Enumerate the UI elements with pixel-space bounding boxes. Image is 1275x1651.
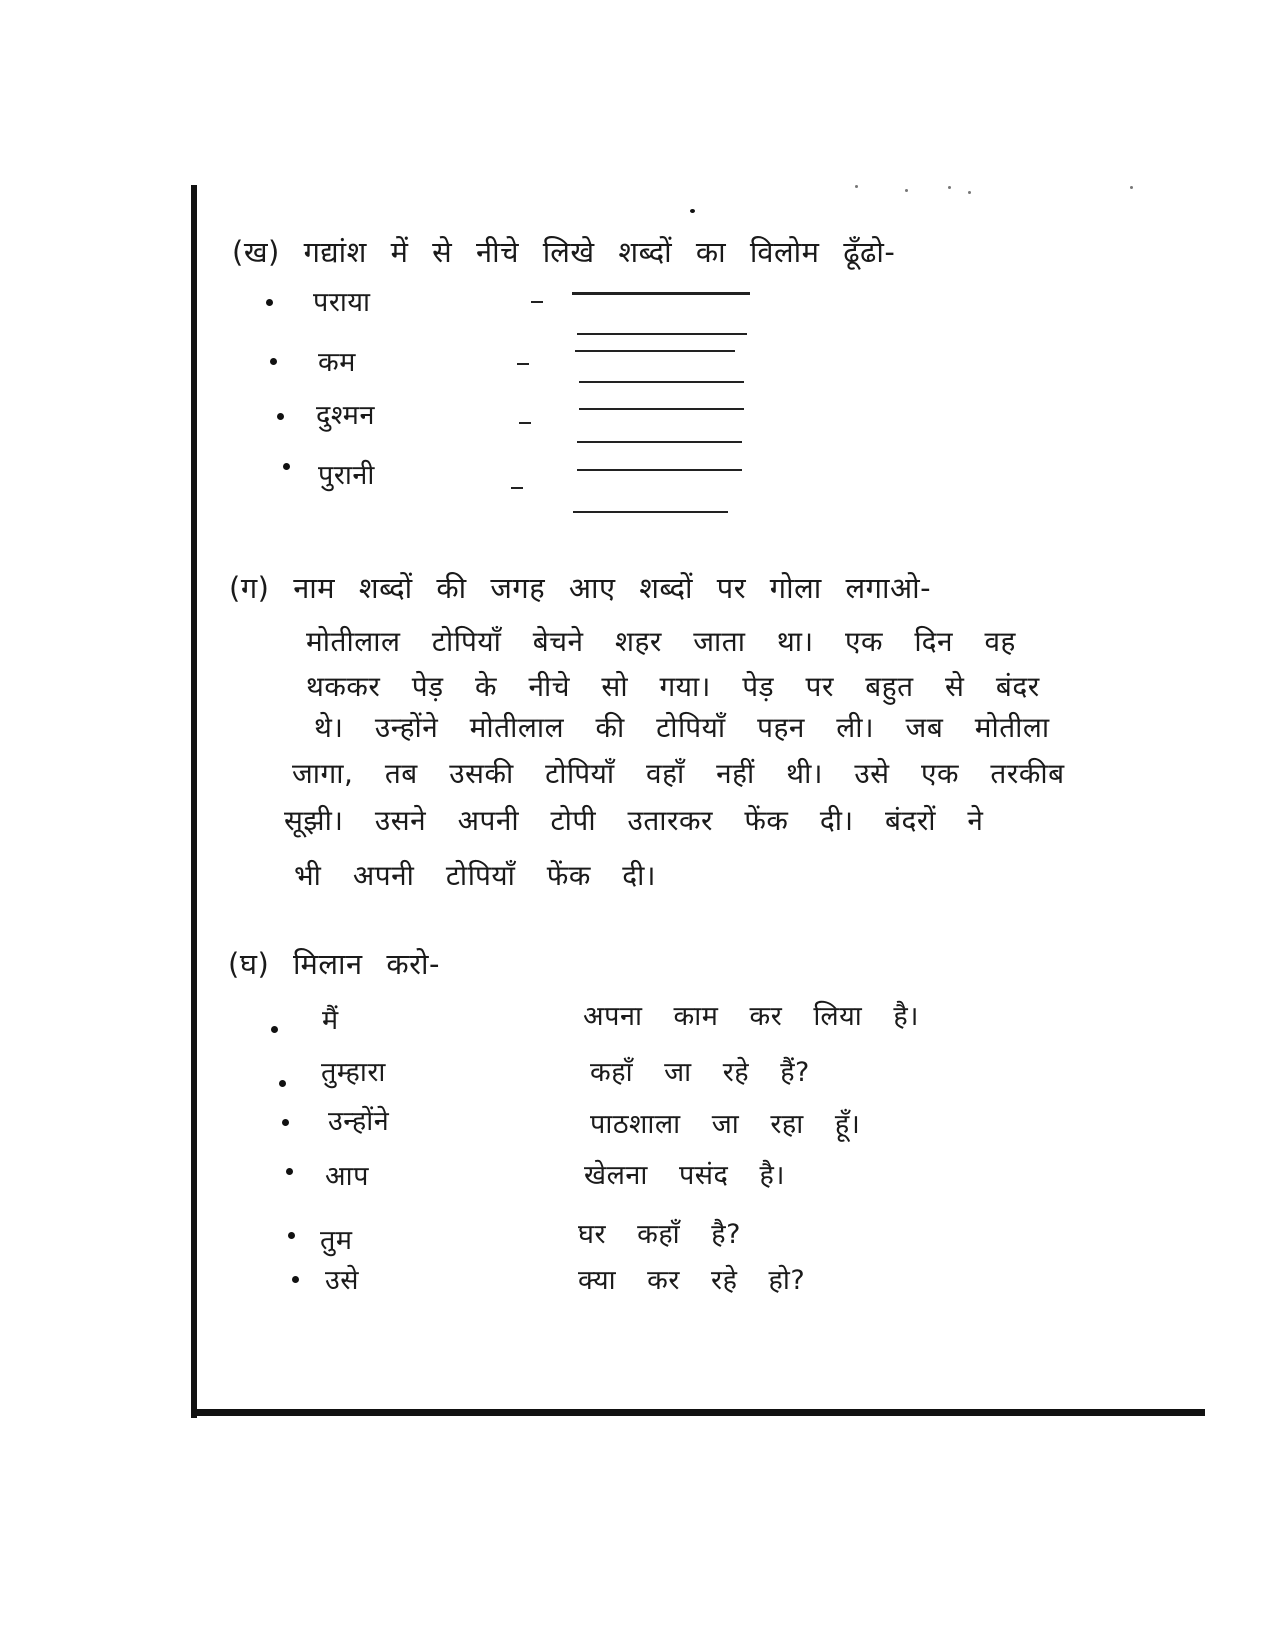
antonym-word-2: कम xyxy=(318,347,356,378)
match-left-4: आप xyxy=(325,1161,369,1192)
page-border-bottom xyxy=(191,1409,1205,1416)
section-kha-label: (ख) xyxy=(232,235,280,269)
match-left-1: मैं xyxy=(322,1005,339,1036)
section-ga-label: (ग) xyxy=(229,571,270,605)
section-gha-heading xyxy=(228,944,440,983)
match-left-3: उन्होंने xyxy=(328,1106,390,1137)
dash xyxy=(519,422,531,424)
page-border-left xyxy=(191,185,197,1418)
antonym-word-3: दुश्मन xyxy=(316,400,375,431)
dash xyxy=(511,487,523,489)
passage-line-2: थककर पेड़ के नीचे सो गया। पेड़ पर बहुत से बंदर xyxy=(306,670,1040,703)
scan-speck xyxy=(968,191,971,194)
bullet xyxy=(277,413,284,420)
match-right-6: क्या कर रहे हो? xyxy=(578,1265,806,1296)
bullet xyxy=(270,358,277,365)
passage-line-4: जागा, तब उसकी टोपियाँ वहाँ नहीं थी। उसे एक तरकीब xyxy=(292,757,1065,790)
scan-speck xyxy=(690,209,695,213)
section-ga-instruction: नाम शब्दों की जगह आए शब्दों पर गोला लगाओ- xyxy=(293,571,932,605)
match-left-2: तुम्हारा xyxy=(321,1057,386,1088)
answer-blank-4c xyxy=(573,511,728,513)
scan-speck xyxy=(1130,186,1133,189)
bullet xyxy=(266,299,273,306)
section-gha-label: (घ) xyxy=(228,947,270,981)
bullet xyxy=(288,1232,295,1239)
bullet xyxy=(292,1276,299,1283)
passage-line-6: भी अपनी टोपियाँ फेंक दी। xyxy=(294,859,656,892)
section-ga-heading xyxy=(229,568,931,607)
dash xyxy=(517,363,529,365)
passage-line-5: सूझी। उसने अपनी टोपी उतारकर फेंक दी। बंदरों ने xyxy=(284,804,984,837)
answer-blank-3b xyxy=(579,408,744,410)
scan-speck xyxy=(905,189,908,192)
match-right-5: घर कहाँ है? xyxy=(578,1219,741,1250)
antonym-word-1: पराया xyxy=(313,287,371,318)
bullet xyxy=(283,463,290,470)
answer-blank-4a xyxy=(577,441,742,443)
passage-line-3: थे। उन्होंने मोतीलाल की टोपियाँ पहन ली। जब मोतीला xyxy=(314,711,1050,744)
match-left-5: तुम xyxy=(320,1225,353,1256)
section-kha-heading xyxy=(232,232,895,271)
bullet xyxy=(271,1026,278,1033)
section-gha-instruction: मिलान करो- xyxy=(293,947,440,981)
match-right-4: खेलना पसंद है। xyxy=(584,1160,786,1191)
bullet xyxy=(286,1168,293,1175)
scan-speck xyxy=(948,186,951,189)
passage-line-1: मोतीलाल टोपियाँ बेचने शहर जाता था। एक दिन वह xyxy=(306,625,1016,658)
bullet xyxy=(279,1080,286,1087)
match-right-2: कहाँ जा रहे हैं? xyxy=(590,1057,810,1088)
bullet xyxy=(282,1119,289,1126)
match-right-1: अपना काम कर लिया है। xyxy=(583,1001,919,1032)
answer-blank-2b xyxy=(575,350,735,352)
answer-blank-4b xyxy=(577,469,742,471)
answer-blank-2a xyxy=(577,333,747,335)
answer-blank-1 xyxy=(572,292,750,295)
section-kha-instruction: गद्यांश में से नीचे लिखे शब्दों का विलोम ढूँढो- xyxy=(303,235,896,269)
scan-speck xyxy=(855,185,858,188)
match-right-3: पाठशाला जा रहा हूँ। xyxy=(590,1109,861,1140)
match-left-6: उसे xyxy=(325,1265,360,1296)
dash xyxy=(531,301,543,303)
answer-blank-3a xyxy=(579,381,744,383)
antonym-word-4: पुरानी xyxy=(318,460,375,491)
